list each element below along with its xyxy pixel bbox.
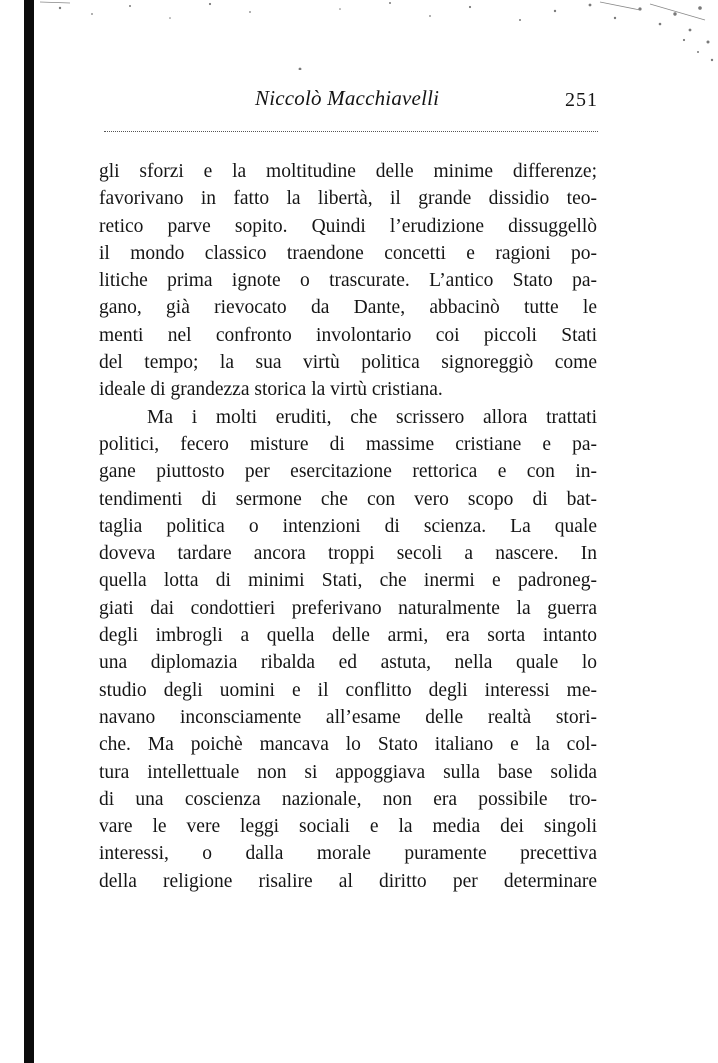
text-line: studio degli uomini e il conflitto degli interessi me- (99, 679, 597, 701)
text-line: del tempo; la sua virtù politica signoreggiò come (99, 352, 597, 374)
text-line: doveva tardare ancora troppi secoli a nascere. In (99, 543, 597, 565)
text-line: gli sforzi e la moltitudine delle minime differenze; (99, 161, 597, 182)
text-line: retico parve sopito. Quindi l’erudizione dissuggellò (99, 215, 597, 237)
text-line: interessi, o dalla morale puramente precettiva (99, 843, 597, 865)
page-number: 251 (565, 89, 598, 111)
running-title: Niccolò Macchiavelli (255, 86, 440, 110)
header-rule (104, 131, 598, 132)
text-line: gano, già rievocato da Dante, abbacinò tutte le (99, 297, 597, 319)
page-header (100, 86, 600, 116)
text-line: litiche prima ignote o trascurate. L’antico Stato pa- (99, 270, 597, 292)
paragraph (99, 404, 597, 895)
text-line: vare le vere leggi sociali e la media dei singoli (99, 816, 597, 838)
text-line: gane piuttosto per esercitazione rettorica e con in- (99, 461, 597, 483)
text-line: taglia politica o intenzioni di scienza. La quale (99, 515, 597, 537)
paragraph (99, 158, 597, 404)
text-line: tendimenti di sermone che con vero scopo di bat- (99, 488, 597, 510)
text-line: favorivano in fatto la libertà, il grande dissidio teo- (99, 188, 597, 210)
text-line: degli imbrogli a quella delle armi, era sorta intanto (99, 625, 597, 647)
text-line: giati dai condottieri preferivano naturalmente la guerra (99, 597, 597, 619)
text-line: una diplomazia ribalda ed astuta, nella quale lo (99, 652, 597, 674)
text-line: di una coscienza nazionale, non era possibile tro- (99, 788, 597, 810)
text-line: ideale di grandezza storica la virtù cristiana. (99, 379, 443, 401)
text-line: Ma i molti eruditi, che scrissero allora trattati (147, 406, 597, 428)
book-binding-edge (24, 0, 34, 1063)
text-line: quella lotta di minimi Stati, che inermi e padroneg- (99, 570, 597, 592)
text-line: navano inconsciamente all’esame delle realtà stori- (99, 706, 597, 728)
scan-noise-decoration (0, 0, 718, 70)
body-text (99, 158, 597, 895)
text-line: che. Ma poichè mancava lo Stato italiano e la col- (99, 734, 597, 756)
text-line: politici, fecero misture di massime cristiane e pa- (99, 433, 597, 455)
text-line: tura intellettuale non si appoggiava sulla base solida (99, 761, 597, 783)
text-line: il mondo classico traendone concetti e ragioni po- (99, 242, 597, 264)
text-line: della religione risalire al diritto per determinare (99, 870, 597, 892)
text-line: menti nel confronto involontario coi piccoli Stati (99, 324, 597, 346)
